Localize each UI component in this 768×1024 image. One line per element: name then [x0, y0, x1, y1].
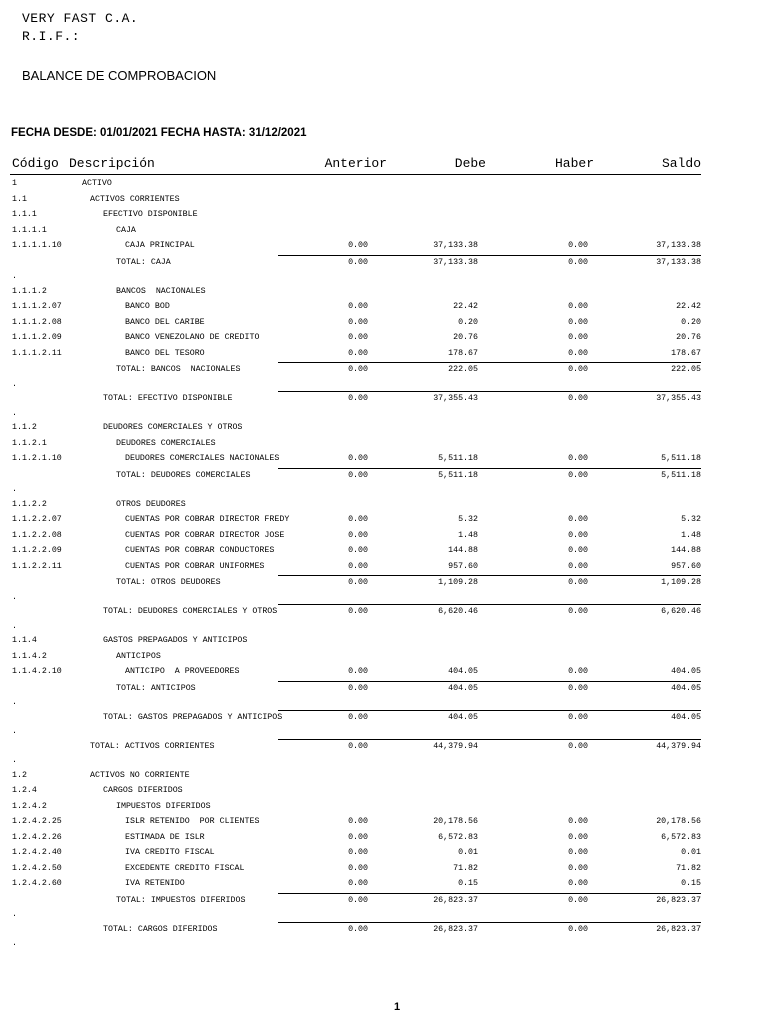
account-code: .: [12, 592, 17, 602]
amount-balance: 37,355.43: [656, 394, 701, 403]
amount-credit: 0.00: [568, 712, 588, 722]
account-description: DEUDORES COMERCIALES Y OTROS: [103, 423, 243, 432]
amount-debit: 404.05: [448, 712, 478, 722]
amount-previous: 0.00: [348, 454, 368, 463]
account-description: CARGOS DIFERIDOS: [103, 786, 183, 795]
total-rule: [278, 681, 701, 682]
account-description: EFECTIVO DISPONIBLE: [103, 210, 198, 219]
amount-balance: 404.05: [671, 712, 701, 722]
amount-balance: 5,511.18: [661, 454, 701, 463]
account-description: ACTIVOS CORRIENTES: [90, 194, 180, 204]
account-code: 1.1.1.1: [12, 225, 47, 235]
account-description: CUENTAS POR COBRAR UNIFORMES: [125, 561, 265, 571]
amount-debit: 44,379.94: [433, 741, 478, 751]
separator-row: [0, 725, 768, 739]
column-header-previous: Anterior: [324, 156, 387, 171]
amount-debit: 5.32: [458, 515, 478, 524]
amount-balance: 44,379.94: [656, 741, 701, 751]
account-code: .: [12, 379, 17, 389]
account-code: 1.1.1.2.08: [12, 317, 62, 327]
separator-row: [0, 937, 768, 951]
total-row: [0, 256, 768, 270]
account-code: 1.2.4.2.25: [12, 817, 62, 826]
account-description: CAJA PRINCIPAL: [125, 241, 195, 250]
amount-previous: 0.00: [348, 317, 368, 327]
account-row: [0, 846, 768, 860]
account-row: [0, 544, 768, 558]
amount-previous: 0.00: [348, 241, 368, 250]
account-row: [0, 239, 768, 253]
account-description: OTROS DEUDORES: [116, 499, 186, 509]
account-description: CUENTAS POR COBRAR DIRECTOR JOSE: [125, 530, 285, 540]
amount-balance: 178.67: [671, 348, 701, 358]
amount-previous: 0.00: [348, 712, 368, 722]
account-description: TOTAL: ACTIVOS CORRIENTES: [90, 741, 215, 751]
account-code: 1.2.4.2.40: [12, 848, 62, 857]
account-description: TOTAL: IMPUESTOS DIFERIDOS: [116, 895, 246, 905]
separator-row: [0, 754, 768, 768]
account-description: EXCEDENTE CREDITO FISCAL: [125, 863, 245, 873]
amount-previous: 0.00: [348, 561, 368, 571]
amount-balance: 222.05: [671, 365, 701, 374]
account-row: [0, 665, 768, 679]
separator-row: [0, 696, 768, 710]
amount-balance: 37,133.38: [656, 241, 701, 250]
account-row: [0, 316, 768, 330]
account-code: .: [12, 698, 17, 707]
total-row: [0, 392, 768, 406]
separator-row: [0, 483, 768, 497]
account-code: 1.2.4.2.60: [12, 879, 62, 888]
amount-credit: 0.00: [568, 470, 588, 480]
amount-debit: 22.42: [453, 302, 478, 311]
account-row: [0, 634, 768, 648]
amount-balance: 0.20: [681, 317, 701, 327]
amount-balance: 6,620.46: [661, 607, 701, 616]
account-description: TOTAL: EFECTIVO DISPONIBLE: [103, 394, 233, 403]
account-description: ANTICIPO A PROVEEDORES: [125, 667, 240, 676]
amount-previous: 0.00: [348, 302, 368, 311]
amount-credit: 0.00: [568, 667, 588, 676]
total-rule: [278, 391, 701, 392]
amount-previous: 0.00: [348, 530, 368, 540]
account-row: [0, 529, 768, 543]
total-row: [0, 682, 768, 696]
amount-credit: 0.00: [568, 333, 588, 342]
account-code: .: [12, 408, 17, 418]
amount-debit: 144.88: [448, 546, 478, 555]
account-code: 1.1.2: [12, 423, 37, 432]
amount-credit: 0.00: [568, 879, 588, 888]
amount-balance: 26,823.37: [656, 895, 701, 905]
account-code: 1.2.4.2.26: [12, 832, 62, 842]
amount-debit: 0.20: [458, 317, 478, 327]
account-code: 1.1.1.2.07: [12, 302, 62, 311]
amount-credit: 0.00: [568, 241, 588, 250]
account-row: [0, 650, 768, 664]
total-row: [0, 923, 768, 937]
account-row: [0, 177, 768, 191]
account-description: ANTICIPOS: [116, 651, 161, 661]
account-description: TOTAL: OTROS DEUDORES: [116, 578, 221, 587]
amount-debit: 5,511.18: [438, 454, 478, 463]
amount-previous: 0.00: [348, 348, 368, 358]
amount-credit: 0.00: [568, 515, 588, 524]
amount-debit: 26,823.37: [433, 924, 478, 934]
amount-balance: 37,133.38: [656, 257, 701, 267]
amount-previous: 0.00: [348, 848, 368, 857]
amount-debit: 71.82: [453, 863, 478, 873]
account-code: .: [12, 272, 17, 281]
total-row: [0, 605, 768, 619]
amount-credit: 0.00: [568, 302, 588, 311]
date-range: FECHA DESDE: 01/01/2021 FECHA HASTA: 31/12/2021: [11, 127, 307, 139]
account-row: [0, 300, 768, 314]
account-description: BANCO BOD: [125, 302, 170, 311]
account-row: [0, 800, 768, 814]
amount-credit: 0.00: [568, 317, 588, 327]
amount-balance: 5.32: [681, 515, 701, 524]
amount-previous: 0.00: [348, 394, 368, 403]
amount-credit: 0.00: [568, 848, 588, 857]
account-description: BANCO DEL CARIBE: [125, 317, 205, 327]
amount-balance: 22.42: [676, 302, 701, 311]
amount-debit: 5,511.18: [438, 470, 478, 480]
column-header-debit: Debe: [454, 156, 486, 171]
account-description: IVA CREDITO FISCAL: [125, 848, 215, 857]
account-description: BANCOS NACIONALES: [116, 286, 206, 296]
amount-credit: 0.00: [568, 365, 588, 374]
account-code: 1: [12, 179, 17, 188]
account-code: 1.1.1.2.11: [12, 348, 62, 358]
account-code: 1.2.4.2.50: [12, 863, 62, 873]
total-rule: [278, 739, 701, 740]
amount-previous: 0.00: [348, 515, 368, 524]
account-description: DEUDORES COMERCIALES: [116, 438, 216, 448]
amount-balance: 6,572.83: [661, 832, 701, 842]
amount-credit: 0.00: [568, 924, 588, 934]
amount-credit: 0.00: [568, 863, 588, 873]
company-name: VERY FAST C.A.: [22, 11, 139, 26]
amount-credit: 0.00: [568, 741, 588, 751]
amount-credit: 0.00: [568, 683, 588, 693]
separator-row: [0, 407, 768, 421]
amount-debit: 222.05: [448, 365, 478, 374]
account-code: .: [12, 727, 17, 736]
total-rule: [278, 575, 701, 576]
total-row: [0, 711, 768, 725]
amount-credit: 0.00: [568, 348, 588, 358]
amount-credit: 0.00: [568, 454, 588, 463]
total-row: [0, 576, 768, 590]
total-row: [0, 740, 768, 754]
amount-debit: 957.60: [448, 561, 478, 571]
amount-credit: 0.00: [568, 530, 588, 540]
account-code: .: [12, 485, 17, 494]
account-code: 1.1.1.1.10: [12, 241, 62, 250]
amount-previous: 0.00: [348, 832, 368, 842]
account-description: ACTIVOS NO CORRIENTE: [90, 770, 190, 780]
account-code: 1.1.4.2.10: [12, 667, 62, 676]
amount-debit: 20,178.56: [433, 817, 478, 826]
account-row: [0, 513, 768, 527]
amount-credit: 0.00: [568, 607, 588, 616]
separator-row: [0, 378, 768, 392]
amount-previous: 0.00: [348, 546, 368, 555]
amount-credit: 0.00: [568, 895, 588, 905]
account-row: [0, 498, 768, 512]
amount-debit: 37,133.38: [433, 241, 478, 250]
account-code: .: [12, 910, 17, 919]
amount-previous: 0.00: [348, 470, 368, 480]
account-code: 1.2.4: [12, 786, 37, 795]
account-row: [0, 193, 768, 207]
amount-debit: 37,133.38: [433, 257, 478, 267]
account-code: 1.1.2.2.07: [12, 515, 62, 524]
account-description: ACTIVO: [82, 179, 112, 188]
account-description: DEUDORES COMERCIALES NACIONALES: [125, 454, 280, 463]
account-description: CUENTAS POR COBRAR CONDUCTORES: [125, 546, 275, 555]
account-description: ISLR RETENIDO POR CLIENTES: [125, 817, 260, 826]
amount-balance: 26,823.37: [656, 924, 701, 934]
amount-debit: 26,823.37: [433, 895, 478, 905]
account-description: TOTAL: DEUDORES COMERCIALES: [116, 470, 251, 480]
account-description: GASTOS PREPAGADOS Y ANTICIPOS: [103, 636, 248, 645]
account-code: 1.1.1.2: [12, 286, 47, 296]
amount-balance: 1,109.28: [661, 578, 701, 587]
account-description: TOTAL: CAJA: [116, 257, 171, 267]
account-row: [0, 862, 768, 876]
total-row: [0, 363, 768, 377]
amount-credit: 0.00: [568, 546, 588, 555]
amount-balance: 0.01: [681, 848, 701, 857]
page-number: 1: [394, 1001, 401, 1013]
amount-balance: 20,178.56: [656, 817, 701, 826]
account-description: IVA RETENIDO: [125, 879, 185, 888]
total-rule: [278, 922, 701, 923]
separator-row: [0, 620, 768, 634]
amount-previous: 0.00: [348, 333, 368, 342]
column-header-credit: Haber: [554, 156, 594, 171]
account-code: 1.1.4.2: [12, 651, 47, 661]
amount-previous: 0.00: [348, 924, 368, 934]
account-code: 1.1.2.2.08: [12, 530, 62, 540]
amount-previous: 0.00: [348, 817, 368, 826]
amount-previous: 0.00: [348, 667, 368, 676]
amount-balance: 404.05: [671, 683, 701, 693]
amount-previous: 0.00: [348, 863, 368, 873]
separator-row: [0, 270, 768, 284]
amount-debit: 37,355.43: [433, 394, 478, 403]
amount-previous: 0.00: [348, 683, 368, 693]
amount-balance: 0.15: [681, 879, 701, 888]
amount-credit: 0.00: [568, 394, 588, 403]
account-row: [0, 347, 768, 361]
account-code: 1.1.2.2.09: [12, 546, 62, 555]
account-code: 1.1.2.2: [12, 499, 47, 509]
account-row: [0, 452, 768, 466]
account-row: [0, 769, 768, 783]
account-code: .: [12, 621, 17, 631]
account-code: 1.1.2.2.11: [12, 561, 62, 571]
account-row: [0, 208, 768, 222]
amount-balance: 957.60: [671, 561, 701, 571]
amount-credit: 0.00: [568, 817, 588, 826]
account-row: [0, 421, 768, 435]
account-row: [0, 831, 768, 845]
amount-debit: 178.67: [448, 348, 478, 358]
account-description: TOTAL: ANTICIPOS: [116, 683, 196, 693]
amount-debit: 1.48: [458, 530, 478, 540]
column-header-code: Código: [12, 156, 59, 171]
account-row: [0, 224, 768, 238]
amount-debit: 6,572.83: [438, 832, 478, 842]
account-code: 1.1.1: [12, 210, 37, 219]
total-row: [0, 469, 768, 483]
account-row: [0, 285, 768, 299]
amount-balance: 20.76: [676, 333, 701, 342]
account-description: TOTAL: DEUDORES COMERCIALES Y OTROS: [103, 607, 278, 616]
account-code: 1.1.2.1: [12, 438, 47, 448]
account-code: 1.1.1.2.09: [12, 333, 62, 342]
account-description: CUENTAS POR COBRAR DIRECTOR FREDY: [125, 515, 290, 524]
total-rule: [278, 362, 701, 363]
amount-debit: 6,620.46: [438, 607, 478, 616]
amount-previous: 0.00: [348, 257, 368, 267]
amount-credit: 0.00: [568, 561, 588, 571]
account-code: 1.1.4: [12, 636, 37, 645]
amount-previous: 0.00: [348, 741, 368, 751]
account-description: TOTAL: BANCOS NACIONALES: [116, 365, 241, 374]
account-code: 1.2: [12, 770, 27, 780]
separator-row: [0, 908, 768, 922]
account-description: IMPUESTOS DIFERIDOS: [116, 801, 211, 811]
column-header-description: Descripción: [69, 156, 155, 171]
amount-debit: 404.05: [448, 667, 478, 676]
account-row: [0, 815, 768, 829]
total-rule: [278, 604, 701, 605]
account-row: [0, 331, 768, 345]
account-code: 1.1: [12, 194, 27, 204]
amount-previous: 0.00: [348, 365, 368, 374]
amount-balance: 5,511.18: [661, 470, 701, 480]
amount-debit: 0.01: [458, 848, 478, 857]
amount-balance: 404.05: [671, 667, 701, 676]
account-code: 1.2.4.2: [12, 801, 47, 811]
amount-debit: 404.05: [448, 683, 478, 693]
amount-credit: 0.00: [568, 832, 588, 842]
separator-row: [0, 591, 768, 605]
account-description: TOTAL: GASTOS PREPAGADOS Y ANTICIPOS: [103, 712, 283, 722]
total-rule: [278, 255, 701, 256]
account-description: ESTIMADA DE ISLR: [125, 832, 205, 842]
amount-balance: 1.48: [681, 530, 701, 540]
amount-balance: 71.82: [676, 863, 701, 873]
total-rule: [278, 468, 701, 469]
amount-debit: 0.15: [458, 879, 478, 888]
account-row: [0, 437, 768, 451]
amount-previous: 0.00: [348, 607, 368, 616]
report-title: BALANCE DE COMPROBACION: [22, 68, 217, 83]
amount-credit: 0.00: [568, 257, 588, 267]
account-code: 1.1.2.1.10: [12, 454, 62, 463]
account-row: [0, 877, 768, 891]
account-description: BANCO DEL TESORO: [125, 348, 205, 358]
account-description: TOTAL: CARGOS DIFERIDOS: [103, 924, 218, 934]
account-row: [0, 560, 768, 574]
account-code: .: [12, 756, 17, 765]
company-rif-label: R.I.F.:: [22, 29, 81, 44]
account-code: .: [12, 939, 17, 948]
total-rule: [278, 893, 701, 894]
total-row: [0, 894, 768, 908]
amount-debit: 1,109.28: [438, 578, 478, 587]
amount-previous: 0.00: [348, 578, 368, 587]
amount-previous: 0.00: [348, 879, 368, 888]
amount-credit: 0.00: [568, 578, 588, 587]
amount-debit: 20.76: [453, 333, 478, 342]
account-description: CAJA: [116, 225, 136, 235]
amount-balance: 144.88: [671, 546, 701, 555]
account-row: [0, 784, 768, 798]
total-rule: [278, 710, 701, 711]
account-description: BANCO VENEZOLANO DE CREDITO: [125, 333, 260, 342]
amount-previous: 0.00: [348, 895, 368, 905]
column-header-balance: Saldo: [661, 156, 701, 171]
